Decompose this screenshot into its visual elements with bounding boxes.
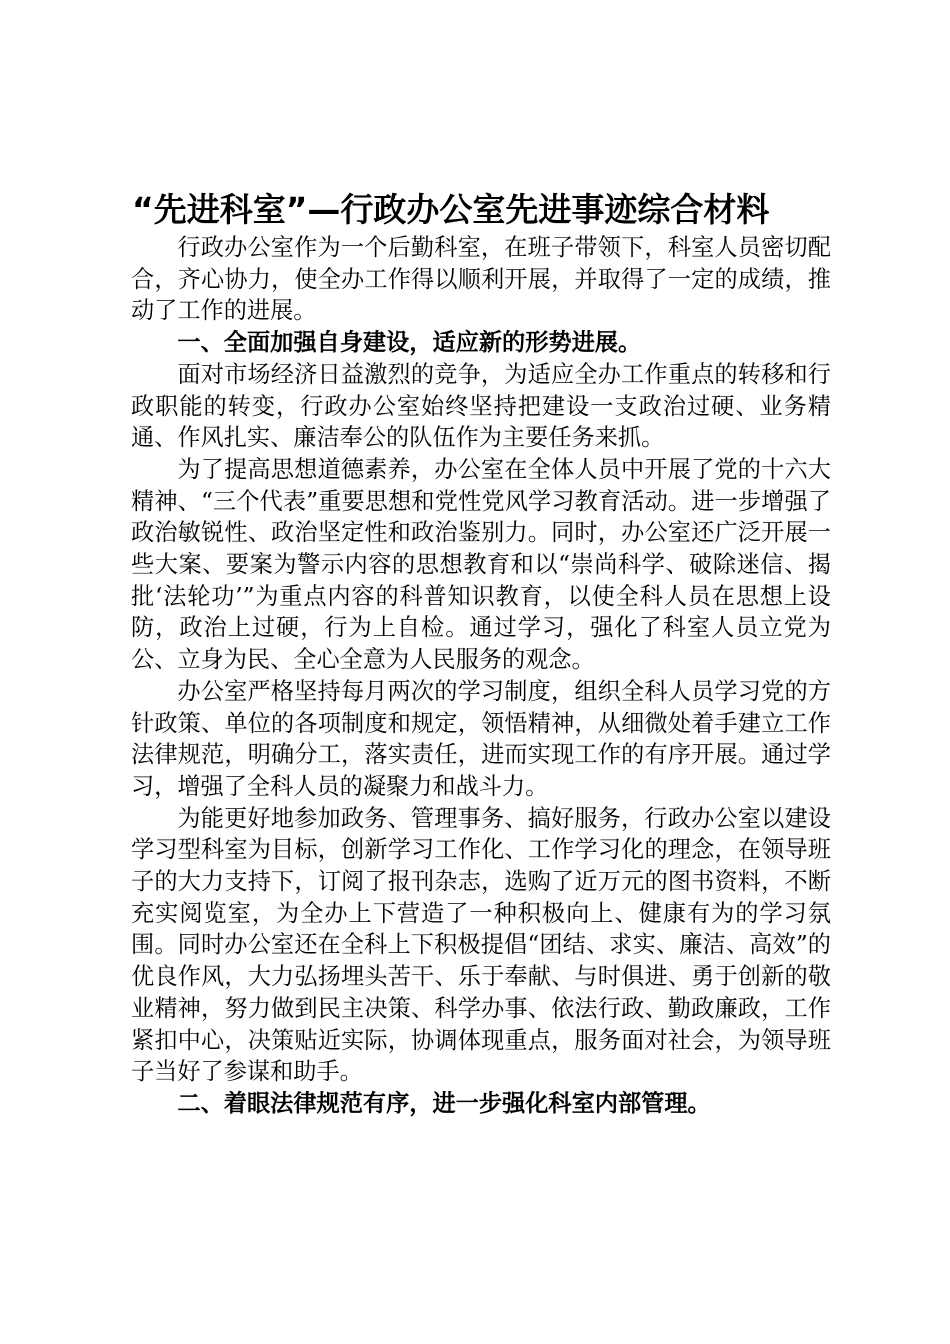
document-body xyxy=(131,232,831,1120)
paragraph: 面对市场经济日益激烈的竞争，为适应全办工作重点的转移和行政职能的转变，行政办公室始终坚持把建设一支政治过硬、业务精通、作风扎实、廉洁奉公的队伍作为主要任务来抓。 xyxy=(131,360,831,452)
paragraph: 为能更好地参加政务、管理事务、搞好服务，行政办公室以建设学习型科室为目标，创新学习工作化、工作学习化的理念，在领导班子的大力支持下，订阅了报刊杂志，选购了近万元的图书资料，不断充实阅览室，为全办上下营造了一种积极向上、健康有为的学习氛围。同时办公室还在全科上下积极提倡“团结、求实、廉洁、高效”的优良作风，大力弘扬埋头苦干、乐于奉献、与时俱进、勇于创新的敬业精神，努力做到民主决策、科学办事、依法行政、勤政廉政，工作紧扣中心，决策贴近实际，协调体现重点，服务面对社会，为领导班子当好了参谋和助手。 xyxy=(131,804,831,1086)
paragraph-intro: 行政办公室作为一个后勤科室，在班子带领下，科室人员密切配合，齐心协力，使全办工作得以顺利开展，并取得了一定的成绩，推动了工作的进展。 xyxy=(131,234,831,325)
document-title: “先进科室”—行政办公室先进事迹综合材料 xyxy=(132,190,770,229)
section-heading-1: 一、全面加强自身建设，适应新的形势进展。 xyxy=(177,329,642,357)
paragraph: 办公室严格坚持每月两次的学习制度，组织全科人员学习党的方针政策、单位的各项制度和规定，领悟精神，从细微处着手建立工作法律规范，明确分工，落实责任，进而实现工作的有序开展。通过学习，增强了全科人员的凝聚力和战斗力。 xyxy=(131,677,831,800)
paragraph: 为了提高思想道德素养，办公室在全体人员中开展了党的十六大精神、“三个代表”重要思想和党性党风学习教育活动。进一步增强了政治敏锐性、政治坚定性和政治鉴别力。同时，办公室还广泛开展一些大案、要案为警示内容的思想教育和以“崇尚科学、破除迷信、揭批‘法轮功’”为重点内容的科普知识教育，以使全科人员在思想上设防，政治上过硬，行为上自检。通过学习，强化了科室人员立党为公、立身为民、全心全意为人民服务的观念。 xyxy=(131,455,831,674)
section-heading-2: 二、着眼法律规范有序，进一步强化科室内部管理。 xyxy=(177,1089,711,1117)
